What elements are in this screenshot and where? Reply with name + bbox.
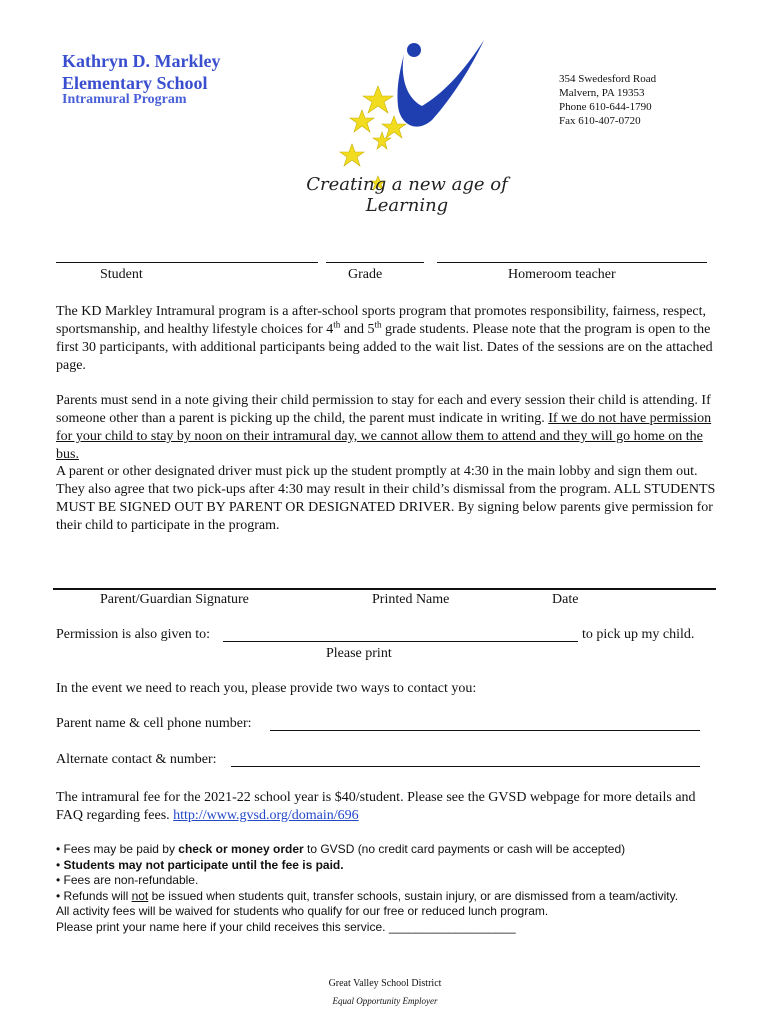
bullet-icon: •	[56, 842, 64, 856]
fee-link[interactable]: http://www.gvsd.org/domain/696	[173, 808, 359, 823]
address-phone: Phone 610-644-1790	[559, 101, 652, 113]
bullet-3-text: Fees are non-refundable.	[63, 873, 199, 887]
star-icon	[350, 110, 374, 132]
address-city: Malvern, PA 19353	[559, 87, 645, 99]
pickup-paragraph: A parent or other designated driver must pick up the student promptly at 4:30 in the main lobby and sign them out. They also agree that two pick-ups after 4:30 may result in their child’s dismissal from the program. ALL STUDENTS MUST BE SIGNED OUT BY PARENT OR DESIGNATED DRIVER. By signing below parents give permission for their child to participate in the program.	[56, 464, 716, 533]
student-label: Student	[100, 267, 143, 282]
list-item	[56, 889, 756, 905]
permission-text: Parents must send in a note giving their child permission to stay for each and every session their child is attending. If someone other than a parent is picking up the child, the parent must indicate in writing.	[56, 393, 711, 426]
school-name	[62, 50, 220, 94]
grade-label: Grade	[348, 267, 383, 282]
intro-paragraph	[56, 303, 722, 375]
star-icon	[382, 116, 406, 138]
intro-text-a: The KD Markley Intramural program is a after-school sports program that promotes responsibility, fairness, respect, sportsmanship, and healthy lifestyle choices for 4	[56, 304, 707, 337]
bullet-icon: •	[56, 888, 64, 903]
logo-tagline	[282, 168, 532, 216]
alternate-contact-field[interactable]	[231, 766, 700, 767]
school-address	[559, 72, 656, 128]
permission-name-field[interactable]	[223, 641, 578, 642]
logo-dot-icon	[407, 43, 421, 57]
program-title: Intramural Program	[62, 92, 187, 107]
star-icon	[340, 144, 364, 166]
intro-sup-2: th	[374, 319, 382, 330]
bullet-2-text: Students may not participate until the fee is paid.	[63, 857, 344, 872]
list-item	[56, 858, 756, 874]
bullet-icon: •	[56, 873, 64, 887]
homeroom-label: Homeroom teacher	[508, 267, 616, 282]
address-street: 354 Swedesford Road	[559, 73, 657, 85]
waiver-note: All activity fees will be waived for students who qualify for our free or reduced lunch program.	[56, 904, 549, 918]
parent-contact-field[interactable]	[270, 730, 700, 731]
intro-sup-1: th	[333, 319, 341, 330]
school-name-line1: Kathryn D. Markley	[62, 51, 221, 71]
homeroom-line[interactable]	[437, 262, 707, 263]
signature-label: Parent/Guardian Signature	[100, 592, 249, 607]
address-fax: Fax 610-407-0720	[559, 115, 641, 127]
fee-rules	[56, 842, 756, 935]
student-line[interactable]	[56, 262, 318, 263]
bullet-4-rest: be issued when students quit, transfer schools, sustain injury, or are dismissed from a team/activity.	[148, 888, 679, 903]
intro-text-b: and 5	[340, 322, 375, 337]
printed-name-label: Printed Name	[372, 592, 450, 607]
signature-line[interactable]	[53, 588, 716, 590]
bullet-icon: •	[56, 857, 64, 872]
waiver-name-prompt[interactable]: Please print your name here if your child receives this service. ___________________	[56, 919, 516, 934]
star-icon	[363, 86, 393, 113]
permission-hint: Please print	[326, 646, 392, 661]
bullet-1-rest: to GVSD (no credit card payments or cash will be accepted)	[303, 842, 626, 856]
footer-eoe: Equal Opportunity Employer	[332, 996, 438, 1006]
contact-intro: In the event we need to reach you, please provide two ways to contact you:	[56, 681, 477, 696]
bullet-4-underline: not	[131, 888, 149, 903]
grade-line[interactable]	[326, 262, 424, 263]
footer-district: Great Valley School District	[328, 978, 442, 989]
bullet-1-bold: check or money order	[178, 842, 304, 856]
list-item	[56, 873, 756, 889]
tagline-text: Creating a new age of Learning	[306, 174, 508, 216]
bullet-1-text: Fees may be paid by	[63, 842, 179, 856]
permission-suffix: to pick up my child.	[582, 627, 695, 642]
intro-text-c: grade students. Please note that the program is open to the first 30 participants, with additional participants being added to the wait list. Dates of the sessions are on the attached page.	[56, 322, 713, 373]
fee-text: The intramural fee for the 2021-22 school year is $40/student. Please see the GVSD webpage for more details and FAQ regarding fees.	[56, 790, 696, 823]
list-item	[56, 842, 756, 858]
bullet-4-text: Refunds will	[63, 888, 132, 903]
permission-prefix: Permission is also given to:	[56, 627, 210, 642]
permission-warning: If we do not have permission for your child to stay by noon on their intramural day, we cannot allow them to attend and they will go home on the bus.	[56, 411, 712, 462]
parent-contact-label: Parent name & cell phone number:	[56, 716, 252, 731]
alternate-contact-label: Alternate contact & number:	[56, 752, 217, 767]
fee-paragraph	[56, 789, 722, 825]
school-name-line2: Elementary School	[62, 73, 208, 93]
permission-paragraph	[56, 392, 722, 464]
date-label: Date	[552, 592, 579, 607]
